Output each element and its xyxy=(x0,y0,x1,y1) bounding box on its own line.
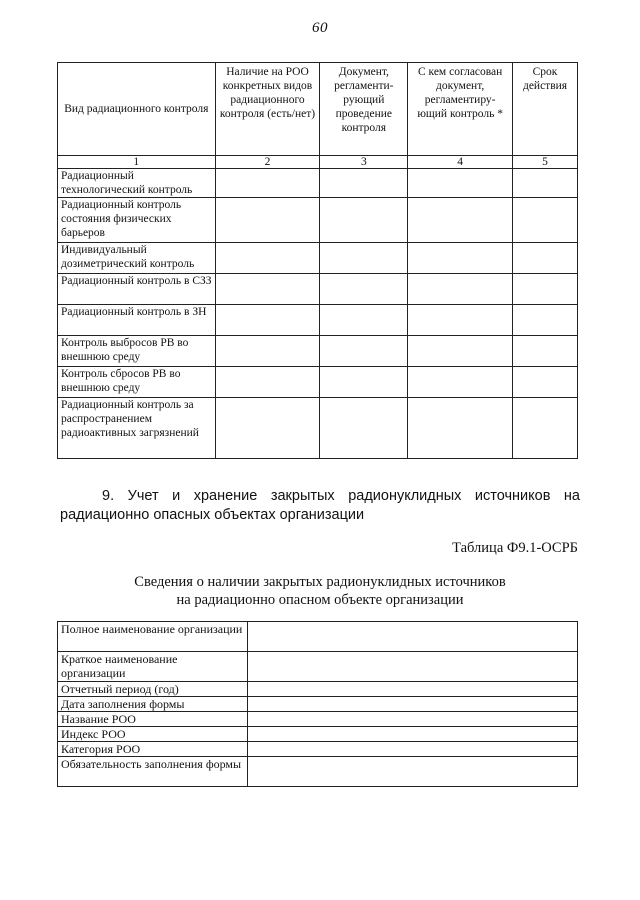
value-cell[interactable] xyxy=(248,727,578,742)
table-cell xyxy=(513,398,578,459)
value-cell[interactable] xyxy=(248,697,578,712)
table-cell xyxy=(408,367,513,398)
table-cell xyxy=(408,336,513,367)
header-availability: Наличие на РОО конкретных видов радиационного контроля (есть/нет) xyxy=(215,63,320,156)
value-cell[interactable] xyxy=(248,742,578,757)
table-cell xyxy=(513,169,578,198)
table-row xyxy=(58,757,578,787)
table-cell xyxy=(215,243,320,274)
table-cell xyxy=(408,305,513,336)
row-label: Краткое наименование организации xyxy=(58,652,248,682)
row-label: Контроль сбросов РВ во внешнюю среду xyxy=(58,367,216,398)
table-row xyxy=(58,712,578,727)
table-row xyxy=(58,727,578,742)
table-row xyxy=(58,682,578,697)
section-heading xyxy=(60,487,580,525)
row-label: Полное наименование организации xyxy=(58,622,248,652)
row-label: Категория РОО xyxy=(58,742,248,757)
row-label: Радиационный контроль состояния физических барьеров xyxy=(58,198,216,243)
table-cell xyxy=(408,169,513,198)
table-cell xyxy=(320,336,408,367)
table-reference: Таблица Ф9.1-ОСРБ xyxy=(452,540,578,556)
table-cell xyxy=(215,367,320,398)
table-row xyxy=(58,622,578,652)
table-cell xyxy=(320,274,408,305)
table-row xyxy=(58,305,578,336)
row-label: Индивидуальный дозиметрический контроль xyxy=(58,243,216,274)
column-number: 5 xyxy=(513,156,578,169)
table-cell xyxy=(320,243,408,274)
caption-line: Сведения о наличии закрытых радионуклидных источников xyxy=(134,574,506,590)
header-validity-period: Срок действия xyxy=(513,63,578,156)
row-label: Дата заполнения формы xyxy=(58,697,248,712)
section-number: 9. xyxy=(102,488,115,504)
table-cell xyxy=(215,169,320,198)
value-cell[interactable] xyxy=(248,712,578,727)
column-number: 3 xyxy=(320,156,408,169)
header-control-type: Вид радиационного контроля xyxy=(58,63,216,156)
table-cell xyxy=(513,198,578,243)
table-cell xyxy=(513,367,578,398)
column-number-row xyxy=(58,156,578,169)
table-cell xyxy=(408,243,513,274)
table-cell xyxy=(408,274,513,305)
table-cell xyxy=(408,198,513,243)
row-label: Обязательность заполнения формы xyxy=(58,757,248,787)
value-cell[interactable] xyxy=(248,757,578,787)
column-number: 2 xyxy=(215,156,320,169)
table-cell xyxy=(320,367,408,398)
table-row xyxy=(58,243,578,274)
table-cell xyxy=(320,398,408,459)
value-cell[interactable] xyxy=(248,652,578,682)
table-row xyxy=(58,274,578,305)
table-cell xyxy=(513,274,578,305)
caption-line: на радиационно опасном объекте организации xyxy=(176,592,464,608)
table-row xyxy=(58,336,578,367)
table-row xyxy=(58,398,578,459)
table-row xyxy=(58,742,578,757)
table-cell xyxy=(215,398,320,459)
table-row xyxy=(58,652,578,682)
row-label: Контроль выбросов РВ во внешнюю среду xyxy=(58,336,216,367)
page-number: 60 xyxy=(312,20,328,36)
row-label: Радиационный технологический контроль xyxy=(58,169,216,198)
table-cell xyxy=(215,274,320,305)
section-title: Учет и хранение закрытых радионуклидных источников на радиационно опасных объектах организации xyxy=(60,488,580,523)
value-cell[interactable] xyxy=(248,682,578,697)
table-cell xyxy=(320,305,408,336)
header-row xyxy=(58,63,578,156)
value-cell[interactable] xyxy=(248,622,578,652)
table-row xyxy=(58,169,578,198)
table-row xyxy=(58,697,578,712)
header-regulating-document: Документ, регламенти-рующий проведение контроля xyxy=(320,63,408,156)
table-cell xyxy=(513,305,578,336)
table-cell xyxy=(320,169,408,198)
column-number: 4 xyxy=(408,156,513,169)
radiation-control-table xyxy=(57,62,578,459)
table-cell xyxy=(513,336,578,367)
row-label: Радиационный контроль в СЗЗ xyxy=(58,274,216,305)
row-label: Название РОО xyxy=(58,712,248,727)
table-cell xyxy=(408,398,513,459)
table-row xyxy=(58,198,578,243)
table-cell xyxy=(215,336,320,367)
row-label: Радиационный контроль в ЗН xyxy=(58,305,216,336)
column-number: 1 xyxy=(58,156,216,169)
table-cell xyxy=(513,243,578,274)
row-label: Отчетный период (год) xyxy=(58,682,248,697)
row-label: Радиационный контроль за распространением радиоактивных загрязнений xyxy=(58,398,216,459)
organization-info-table xyxy=(57,621,578,787)
row-label: Индекс РОО xyxy=(58,727,248,742)
table-cell xyxy=(320,198,408,243)
table-cell xyxy=(215,198,320,243)
table-caption xyxy=(60,573,580,609)
table-cell xyxy=(215,305,320,336)
header-agreed-with: С кем согласован документ, регламентиру-ющий контроль * xyxy=(408,63,513,156)
table-row xyxy=(58,367,578,398)
